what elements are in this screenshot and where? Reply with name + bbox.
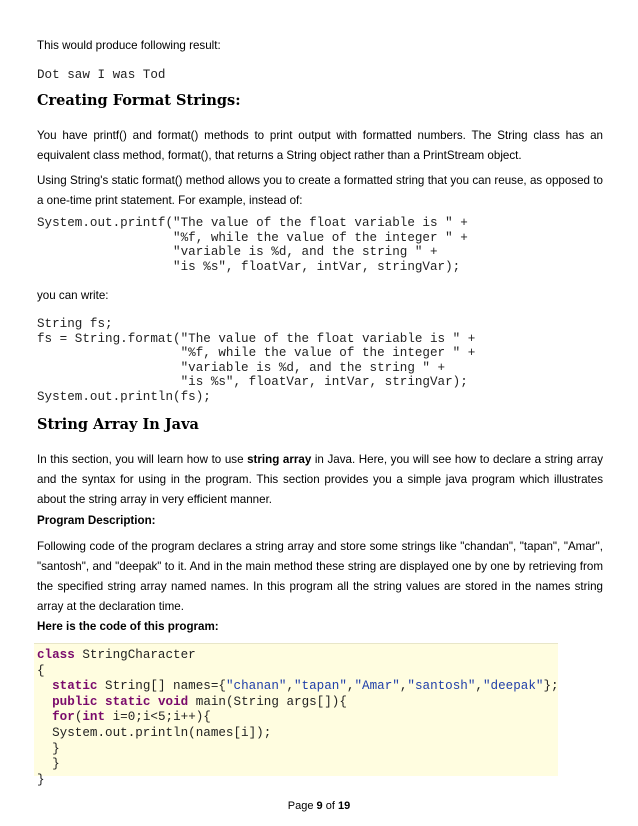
code-text: } — [37, 772, 45, 787]
keyword: static — [105, 694, 151, 709]
indent — [37, 695, 52, 709]
string-literal: "chanan" — [225, 679, 287, 694]
indent — [37, 679, 52, 693]
code-line: System.out.println(fs); — [37, 389, 211, 404]
code-text: StringCharacter — [74, 648, 196, 662]
code-text: } — [37, 741, 60, 756]
code-text: main(String args[]){ — [188, 694, 347, 709]
code-block-printf — [37, 216, 468, 274]
code-text: , — [286, 679, 294, 694]
paragraph-printf-format: You have printf() and format() methods to print output with formatted numbers. The String class has an equivalent class method, format(), that returns a String object rather than a PrintStream object. — [37, 129, 603, 162]
string-literal: "Amar" — [354, 679, 400, 694]
footer-text: of — [322, 800, 338, 812]
you-can-write-text: you can write: — [37, 289, 109, 302]
code-line: System.out.printf("The value of the float variable is " + — [37, 216, 468, 230]
string-literal: "deepak" — [482, 679, 544, 694]
code-line: "variable is %d, and the string " + — [37, 360, 446, 375]
code-text: ( — [74, 710, 83, 725]
result-output: Dot saw I was Tod — [37, 68, 166, 82]
text-run: in Java. Here, you will see how to declare a string array and the syntax for using in the program. This section provides you a simple java program which illustrates about the string array in very efficient manner. — [37, 453, 603, 506]
paragraph-program-description: Following code of the program declares a string array and store some strings like "chandan", "tapan", "Amar", "santosh", and "deepak" to it. And in the main method these string are displayed one by one by retrieving from the specified string array named names. In this program all the string values are stored in the names string array at the declaration time. — [37, 540, 603, 613]
keyword: for — [52, 710, 75, 725]
paragraph-static-format: Using String's static format() method allows you to create a formatted string that you can reuse, as opposed to a one-time print statement. For example, instead of: — [37, 174, 603, 207]
code-block-format — [37, 317, 475, 404]
code-line: "variable is %d, and the string " + — [37, 245, 438, 259]
paragraph-string-array-intro — [37, 450, 603, 510]
page-total: 19 — [337, 800, 351, 812]
program-code-box — [34, 643, 559, 787]
code-text: } — [37, 757, 60, 772]
program-code — [37, 648, 559, 788]
section-heading-string-array: String Array In Java — [37, 416, 199, 433]
code-line: fs = String.format("The value of the float variable is " + — [37, 331, 476, 346]
code-text: { — [37, 663, 45, 678]
keyword: static — [52, 679, 98, 694]
page-number: 9 — [316, 800, 323, 812]
string-literal: "tapan" — [294, 679, 347, 694]
code-text: i=0;i<5;i++){ — [105, 710, 211, 725]
code-line: "%f, while the value of the integer " + — [37, 230, 468, 245]
code-text: String[] names={ — [97, 679, 226, 694]
code-intro-label: Here is the code of this program: — [37, 620, 219, 633]
keyword: void — [157, 694, 189, 709]
code-text: , — [346, 679, 355, 694]
code-text: System.out.println(names[i]); — [37, 725, 272, 740]
keyword: public — [52, 694, 98, 709]
program-description-label: Program Description: — [37, 514, 156, 527]
intro-text: This would produce following result: — [37, 39, 221, 52]
keyword: int — [82, 710, 106, 725]
footer-text: Page — [287, 800, 317, 812]
page-footer — [0, 800, 638, 812]
code-line: "%f, while the value of the integer " + — [37, 346, 476, 360]
code-text: , — [399, 679, 408, 694]
code-line: String fs; — [37, 317, 113, 331]
keyword: class — [37, 648, 75, 662]
string-literal: "santosh" — [407, 679, 476, 694]
text-run: In this section, you will learn how to use — [37, 453, 248, 466]
code-text: , — [475, 679, 483, 694]
text-run-bold: string array — [247, 453, 312, 466]
code-text: }; — [543, 679, 559, 694]
section-heading-format-strings: Creating Format Strings: — [37, 92, 241, 109]
indent — [37, 710, 52, 724]
code-line: "is %s", floatVar, intVar, stringVar); — [37, 259, 461, 274]
code-line: "is %s", floatVar, intVar, stringVar); — [37, 375, 468, 389]
